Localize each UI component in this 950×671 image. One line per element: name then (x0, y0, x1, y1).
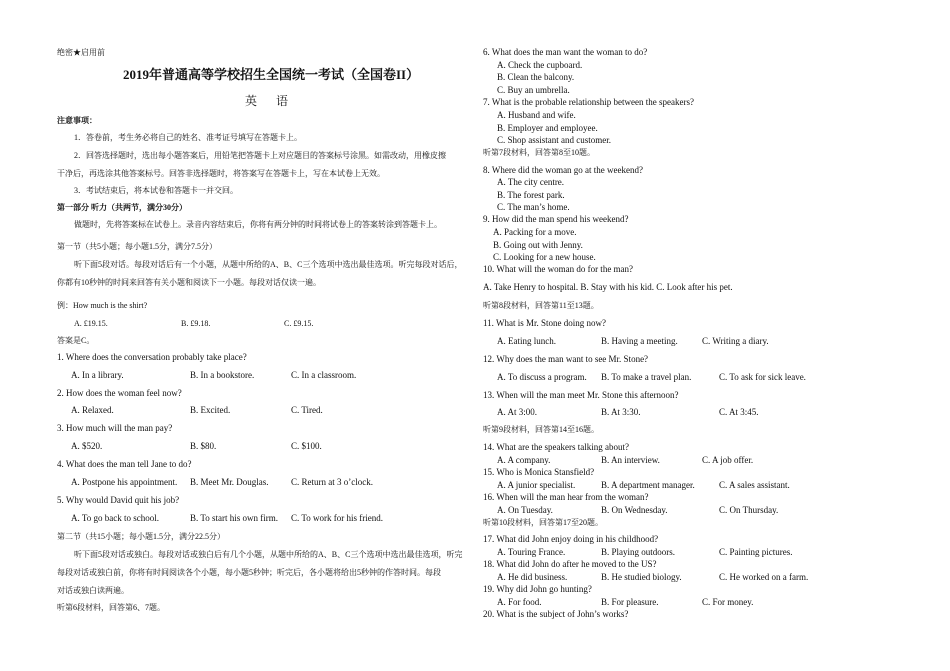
question-16: 16. When will the man hear from the woman? (483, 492, 649, 502)
question-8: 8. Where did the woman go at the weekend? (483, 165, 644, 175)
question-12-option-a: A. To discuss a program. (497, 372, 587, 382)
question-15-option-c: C. A sales assistant. (719, 480, 790, 490)
section1-intro: 你都有10秒钟的时间来回答有关小题和阅读下一小题。每段对话仅读一遍。 (57, 278, 321, 287)
question-8-option-b: B. The forest park. (497, 190, 565, 200)
question-1-option-c: C. In a classroom. (291, 370, 357, 380)
material-9-note: 听第9段材料，回答第14至16题。 (483, 425, 599, 434)
section2-heading: 第二节（共15小题；每小题1.5分，满分22.5分） (57, 532, 225, 541)
example-answer: 答案是C。 (57, 336, 95, 345)
question-19-option-a: A. For food. (497, 597, 542, 607)
question-2-option-c: C. Tired. (291, 405, 323, 415)
question-14-option-a: A. A company. (497, 455, 551, 465)
question-10: 10. What will the woman do for the man? (483, 264, 634, 274)
question-7-option-c: C. Shop assistant and customer. (497, 135, 611, 145)
question-6-option-b: B. Clean the balcony. (497, 72, 575, 82)
section2-intro: 对话或独白读两遍。 (57, 586, 129, 595)
question-1: 1. Where does the conversation probably take place? (57, 352, 247, 362)
note-item: 干净后，再选涂其他答案标号。回答非选择题时，将答案写在答题卡上，写在本试卷上无效。 (57, 169, 385, 178)
question-8-option-c: C. The man’s home. (497, 202, 570, 212)
question-9-option-b: B. Going out with Jenny. (493, 240, 583, 250)
question-11-option-c: C. Writing a diary. (702, 336, 769, 346)
question-15: 15. Who is Monica Stansfield? (483, 467, 595, 477)
question-6-option-a: A. Check the cupboard. (497, 60, 583, 70)
question-14-option-c: C. A job offer. (702, 455, 754, 465)
question-2-option-b: B. Excited. (190, 405, 231, 415)
question-7-option-b: B. Employer and employee. (497, 123, 598, 133)
section2-intro: 每段对话或独白前，你将有时间阅读各个小题，每小题5秒钟；听完后，各小题将给出5秒钟的作答时间。每段 (57, 568, 441, 577)
note-item: 2．回答选择题时，选出每小题答案后，用铅笔把答题卡上对应题目的答案标号涂黑。如需改动，用橡皮擦 (74, 151, 446, 160)
question-2-option-a: A. Relaxed. (71, 405, 114, 415)
question-16-option-a: A. On Tuesday. (497, 505, 553, 515)
question-12-option-b: B. To make a travel plan. (601, 372, 692, 382)
question-5-option-b: B. To start his own firm. (190, 513, 278, 523)
part1-heading: 第一部分 听力（共两节，满分30分） (57, 203, 187, 212)
question-11: 11. What is Mr. Stone doing now? (483, 318, 606, 328)
question-3-option-c: C. $100. (291, 441, 322, 451)
example-option: A. £19.15. (74, 319, 108, 328)
question-17-option-a: A. Touring France. (497, 547, 566, 557)
question-19: 19. Why did John go hunting? (483, 584, 592, 594)
note-item: 3．考试结束后，将本试卷和答题卡一并交回。 (74, 186, 238, 195)
question-18: 18. What did John do after he moved to the US? (483, 559, 657, 569)
question-19-option-c: C. For money. (702, 597, 754, 607)
question-3-option-b: B. $80. (190, 441, 217, 451)
section1-heading: 第一节（共5小题；每小题1.5分，满分7.5分） (57, 242, 217, 251)
question-16-option-b: B. On Wednesday. (601, 505, 668, 515)
section1-intro: 听下面5段对话。每段对话后有一个小题，从题中所给的A、B、C三个选项中选出最佳选项。听完每段对话后， (74, 260, 463, 269)
material-8-note: 听第8段材料，回答第11至13题。 (483, 301, 599, 310)
note-item: 1．答卷前，考生务必将自己的姓名、准考证号填写在答题卡上。 (74, 133, 302, 142)
question-7: 7. What is the probable relationship between the speakers? (483, 97, 695, 107)
question-7-option-a: A. Husband and wife. (497, 110, 576, 120)
question-11-option-b: B. Having a meeting. (601, 336, 678, 346)
question-13-option-b: B. At 3:30. (601, 407, 641, 417)
question-5: 5. Why would David quit his job? (57, 495, 180, 505)
question-9-option-c: C. Looking for a new house. (493, 252, 596, 262)
question-13-option-c: C. At 3:45. (719, 407, 759, 417)
question-17-option-b: B. Playing outdoors. (601, 547, 676, 557)
question-6-option-c: C. Buy an umbrella. (497, 85, 570, 95)
question-12-option-c: C. To ask for sick leave. (719, 372, 806, 382)
question-18-option-b: B. He studied biology. (601, 572, 682, 582)
secret-label: 绝密★启用前 (57, 48, 105, 57)
question-4-option-c: C. Return at 3 o’clock. (291, 477, 373, 487)
question-20: 20. What is the subject of John’s works? (483, 609, 629, 619)
material-6-note: 听第6段材料，回答第6、7题。 (57, 603, 165, 612)
question-2: 2. How does the woman feel now? (57, 388, 182, 398)
question-17: 17. What did John enjoy doing in his childhood? (483, 534, 659, 544)
question-5-option-a: A. To go back to school. (71, 513, 159, 523)
question-10-options: A. Take Henry to hospital. B. Stay with his kid. C. Look after his pet. (483, 282, 733, 292)
question-1-option-a: A. In a library. (71, 370, 124, 380)
question-14-option-b: B. An interview. (601, 455, 660, 465)
example-question: 例：How much is the shirt? (57, 301, 148, 310)
material-7-note: 听第7段材料，回答第8至10题。 (483, 148, 595, 157)
question-13: 13. When will the man meet Mr. Stone this afternoon? (483, 390, 679, 400)
example-option: B. £9.18. (181, 319, 211, 328)
question-3-option-a: A. $520. (71, 441, 103, 451)
question-11-option-a: A. Eating lunch. (497, 336, 556, 346)
subject-title: 英 语 (245, 94, 297, 108)
question-4-option-a: A. Postpone his appointment. (71, 477, 178, 487)
question-4-option-b: B. Meet Mr. Douglas. (190, 477, 269, 487)
part1-intro: 做题时，先将答案标在试卷上。录音内容结束后，你将有两分钟的时间将试卷上的答案转涂到答题卡上。 (74, 220, 442, 229)
question-1-option-b: B. In a bookstore. (190, 370, 255, 380)
question-5-option-c: C. To work for his friend. (291, 513, 383, 523)
notes-heading: 注意事项： (57, 116, 97, 125)
question-15-option-b: B. A department manager. (601, 480, 695, 490)
question-4: 4. What does the man tell Jane to do? (57, 459, 192, 469)
question-15-option-a: A. A junior specialist. (497, 480, 576, 490)
material-10-note: 听第10段材料，回答第17至20题。 (483, 518, 603, 527)
question-13-option-a: A. At 3:00. (497, 407, 538, 417)
question-8-option-a: A. The city centre. (497, 177, 565, 187)
question-17-option-c: C. Painting pictures. (719, 547, 793, 557)
question-6: 6. What does the man want the woman to do? (483, 47, 648, 57)
question-14: 14. What are the speakers talking about? (483, 442, 630, 452)
section2-intro: 听下面5段对话或独白。每段对话或独白后有几个小题，从题中所给的A、B、C三个选项中选出最佳选项，听完 (74, 550, 463, 559)
question-3: 3. How much will the man pay? (57, 423, 173, 433)
exam-title: 2019年普通高等学校招生全国统一考试（全国卷II） (123, 67, 420, 82)
question-18-option-a: A. He did business. (497, 572, 568, 582)
question-9-option-a: A. Packing for a move. (493, 227, 577, 237)
question-9: 9. How did the man spend his weekend? (483, 214, 629, 224)
example-option: C. £9.15. (284, 319, 314, 328)
question-16-option-c: C. On Thursday. (719, 505, 779, 515)
question-19-option-b: B. For pleasure. (601, 597, 659, 607)
question-18-option-c: C. He worked on a farm. (719, 572, 809, 582)
question-12: 12. Why does the man want to see Mr. Stone? (483, 354, 649, 364)
